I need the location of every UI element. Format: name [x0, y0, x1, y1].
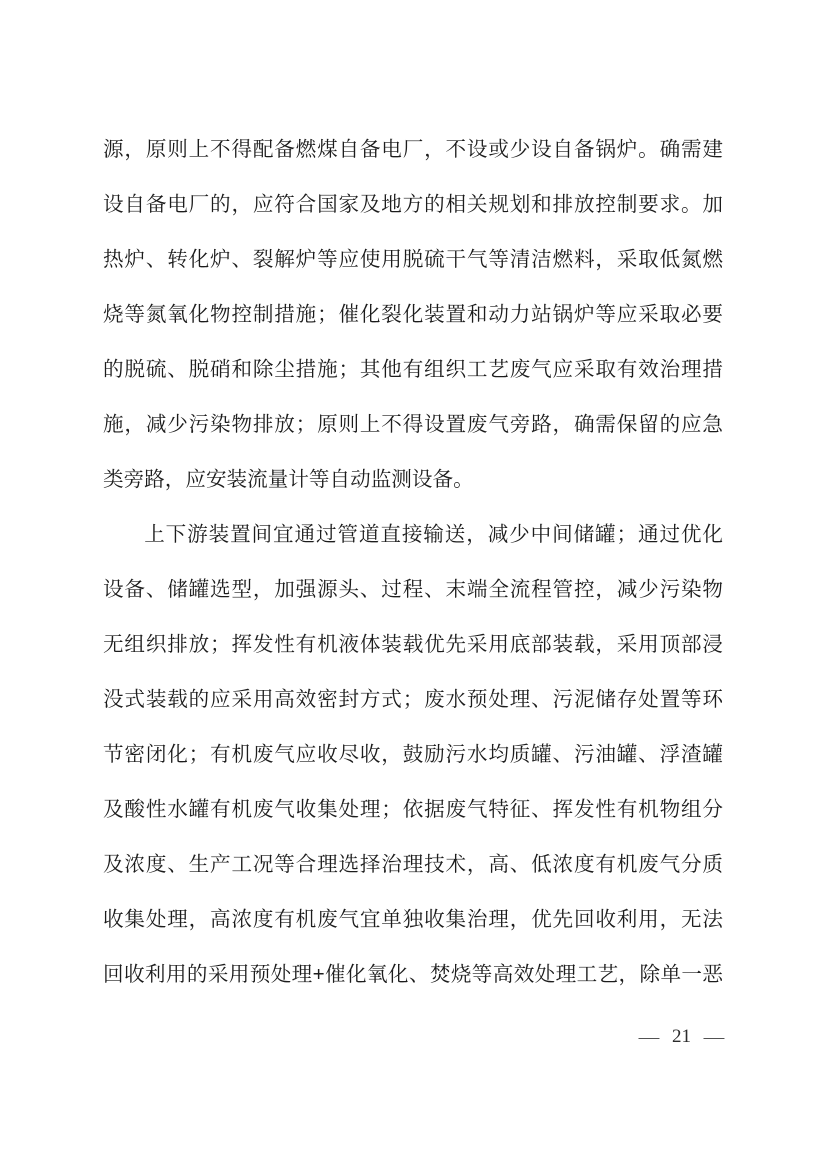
text-line: 烧等氮氧化物控制措施；催化裂化装置和动力站锅炉等应采取必要: [103, 303, 723, 326]
text-line: 设备、储罐选型，加强源头、过程、末端全流程管控，减少污染物: [103, 578, 723, 601]
text-line: 无组织排放；挥发性有机液体装载优先采用底部装载，采用顶部浸: [103, 633, 723, 656]
text-line: 回收利用的采用预处理+催化氧化、焚烧等高效处理工艺，除单一恶: [103, 963, 723, 986]
text-line-paragraph-end: 类旁路，应安装流量计等自动监测设备。: [103, 468, 474, 491]
text-line: 没式装载的应采用高效密封方式；废水预处理、污泥储存处置等环: [103, 688, 723, 711]
text-line: 源，原则上不得配备燃煤自备电厂，不设或少设自备锅炉。确需建: [103, 138, 723, 161]
text-line: 节密闭化；有机废气应收尽收，鼓励污水均质罐、污油罐、浮渣罐: [103, 743, 723, 766]
footer-dash: —: [703, 1026, 725, 1047]
text-line: 及浓度、生产工况等合理选择治理技术，高、低浓度有机废气分质: [103, 853, 723, 876]
text-line: 施，减少污染物排放；原则上不得设置废气旁路，确需保留的应急: [103, 413, 723, 436]
footer-dash: —: [638, 1026, 660, 1047]
text-line: 设自备电厂的，应符合国家及地方的相关规划和排放控制要求。加: [103, 193, 723, 216]
page-footer: [640, 1026, 723, 1048]
text-line: 的脱硫、脱硝和除尘措施；其他有组织工艺废气应采取有效治理措: [103, 358, 723, 381]
text-line: 热炉、转化炉、裂解炉等应使用脱硫干气等清洁燃料，采取低氮燃: [103, 248, 723, 271]
page-number: 21: [672, 1026, 691, 1047]
text-line: 及酸性水罐有机废气收集处理；依据废气特征、挥发性有机物组分: [103, 798, 723, 821]
text-line-paragraph-start: 上下游装置间宜通过管道直接输送，减少中间储罐；通过优化: [144, 523, 723, 546]
text-line: 收集处理，高浓度有机废气宜单独收集治理，优先回收利用，无法: [103, 908, 723, 931]
document-body: [103, 122, 723, 1002]
